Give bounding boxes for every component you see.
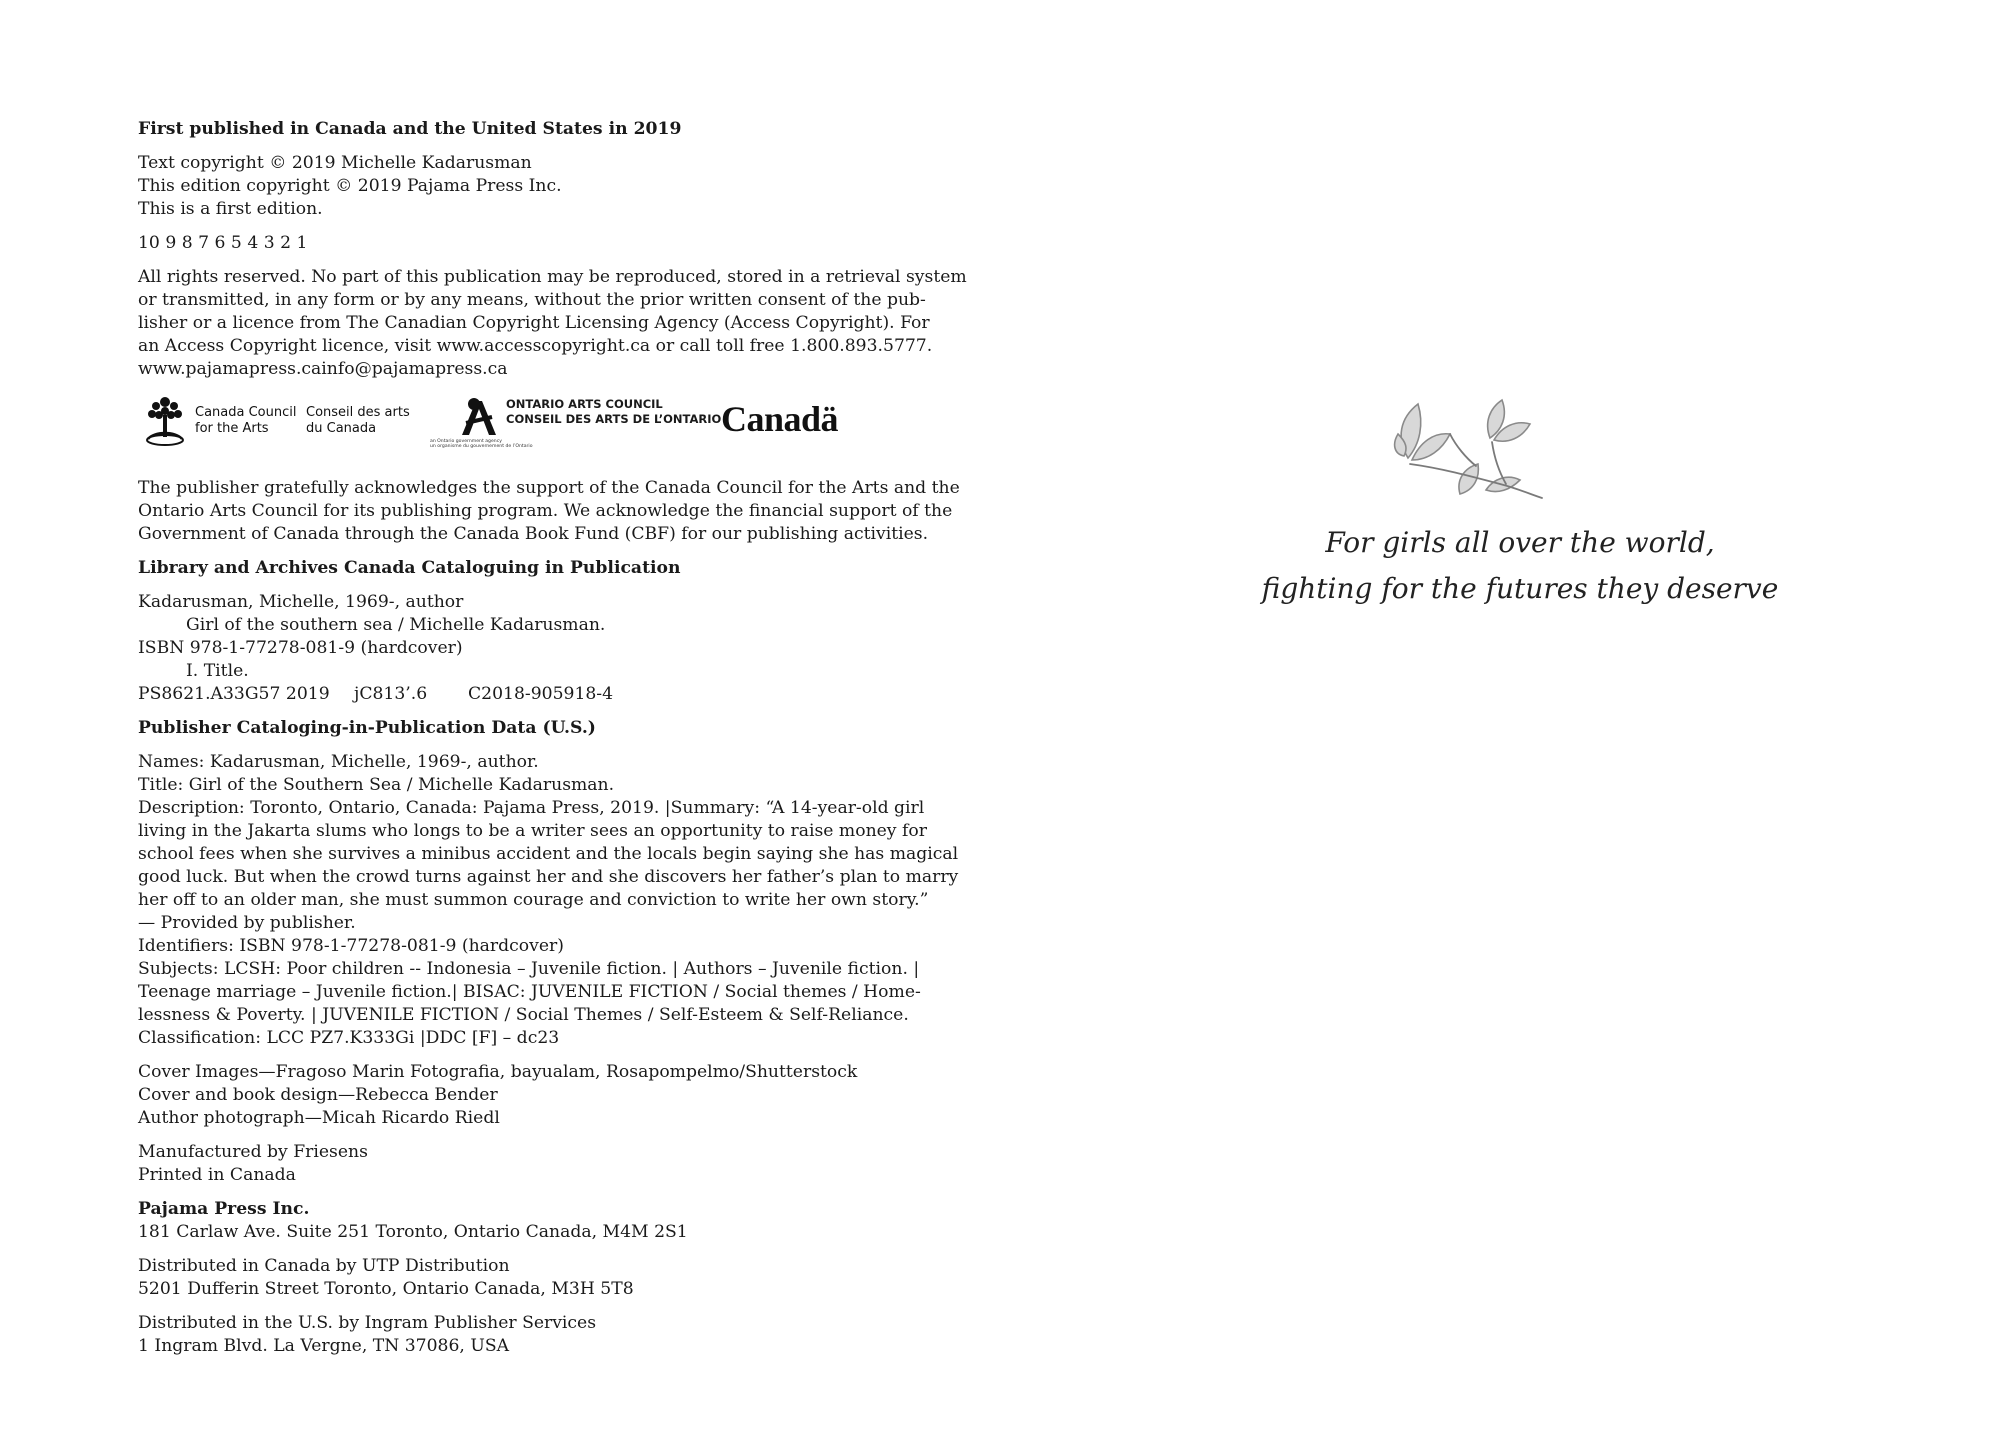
cca-french-name: Conseil des arts du Canada <box>306 405 410 436</box>
distribution-line: Distributed in the U.S. by Ingram Publisher Services <box>138 1313 597 1333</box>
pcip-line: Description: Toronto, Ontario, Canada: Pajama Press, 2019. |Summary: “A 14-year-old girl <box>138 798 925 818</box>
copyright-page <box>138 118 967 1369</box>
lac-class-dewey: jC813’.6 <box>354 684 428 704</box>
rights-line: All rights reserved. No part of this publication may be reproduced, stored in a retrieval system <box>138 267 967 287</box>
lac-class-lc: PS8621.A33G57 2019 <box>138 684 330 704</box>
credits-block <box>138 1061 868 1130</box>
canada-council-logo-icon <box>142 395 188 447</box>
pcip-line: Names: Kadarusman, Michelle, 1969-, author. <box>138 752 539 772</box>
copyright-line: This is a first edition. <box>138 199 323 219</box>
lac-author: Kadarusman, Michelle, 1969-, author <box>138 592 464 612</box>
first-published-line: First published in Canada and the United States in 2019 <box>138 119 682 139</box>
rights-line: www.pajamapress.cainfo@pajamapress.ca <box>138 359 508 379</box>
distribution-line: Distributed in Canada by UTP Distribution <box>138 1256 510 1276</box>
publisher-block <box>138 1198 868 1244</box>
credit-line: Cover and book design—Rebecca Bender <box>138 1085 498 1105</box>
copyright-line: Text copyright © 2019 Michelle Kadarusman <box>138 153 532 173</box>
pcip-line: Classification: LCC PZ7.K333Gi |DDC [F] – dc23 <box>138 1028 560 1048</box>
lac-heading: Library and Archives Canada Cataloguing in Publication <box>138 558 681 578</box>
oac-agency-note: an Ontario government agency un organisme du gouvernement de l’Ontario <box>430 439 533 450</box>
lac-block <box>138 591 868 706</box>
lac-class-control: C2018-905918-4 <box>468 684 614 704</box>
manufacturing-line: Printed in Canada <box>138 1165 296 1185</box>
copyright-block <box>138 152 868 221</box>
pcip-line: Title: Girl of the Southern Sea / Michelle Kadarusman. <box>138 775 615 795</box>
pcip-block <box>138 751 959 1050</box>
copyright-line: This edition copyright © 2019 Pajama Press Inc. <box>138 176 562 196</box>
distribution-line: 5201 Dufferin Street Toronto, Ontario Canada, M3H 5T8 <box>138 1279 634 1299</box>
distribution-us-block <box>138 1312 868 1358</box>
printing-line: 10 9 8 7 6 5 4 3 2 1 <box>138 233 308 253</box>
acknowledgement-block <box>138 477 960 546</box>
rights-line: lisher or a licence from The Canadian Copyright Licensing Agency (Access Copyright). For <box>138 313 930 333</box>
pcip-line: living in the Jakarta slums who longs to be a writer sees an opportunity to raise money for <box>138 821 927 841</box>
credit-line: Cover Images—Fragoso Marin Fotografia, bayualam, Rosapompelmo/Shutterstock <box>138 1062 858 1082</box>
pcip-heading: Publisher Cataloging-in-Publication Data (U.S.) <box>138 718 596 738</box>
ontario-arts-council-logo-icon <box>456 395 502 437</box>
lac-title: Girl of the southern sea / Michelle Kadarusman. <box>186 615 606 635</box>
pcip-line: — Provided by publisher. <box>138 913 356 933</box>
distribution-canada-block <box>138 1255 868 1301</box>
oac-name: ONTARIO ARTS COUNCIL CONSEIL DES ARTS DE L’ONTARIO <box>506 397 722 426</box>
publisher-address: 181 Carlaw Ave. Suite 251 Toronto, Ontario Canada, M4M 2S1 <box>138 1222 688 1242</box>
dedication-line: For girls all over the world, <box>1325 526 1715 559</box>
credit-line: Author photograph—Micah Ricardo Riedl <box>138 1108 500 1128</box>
lac-isbn: ISBN 978-1-77278-081-9 (hardcover) <box>138 638 463 658</box>
manufacturing-block <box>138 1141 868 1187</box>
lac-series: I. Title. <box>186 661 249 681</box>
publisher-name: Pajama Press Inc. <box>138 1199 310 1219</box>
rights-block <box>138 266 967 381</box>
pcip-line: school fees when she survives a minibus accident and the locals begin saying she has magical <box>138 844 959 864</box>
lac-classification <box>138 683 868 706</box>
pcip-line: Teenage marriage – Juvenile fiction.| BISAC: JUVENILE FICTION / Social themes / Home- <box>138 982 921 1002</box>
rights-line: or transmitted, in any form or by any means, without the prior written consent of the pub- <box>138 290 926 310</box>
pcip-line: her off to an older man, she must summon courage and conviction to write her own story.” <box>138 890 929 910</box>
cca-english-name: Canada Council for the Arts <box>195 405 297 436</box>
distribution-line: 1 Ingram Blvd. La Vergne, TN 37086, USA <box>138 1336 510 1356</box>
canada-wordmark: Canadä <box>721 399 839 439</box>
flower-ornament-icon <box>1390 398 1550 502</box>
dedication-line: fighting for the futures they deserve <box>1261 572 1779 605</box>
acknowledgement-line: The publisher gratefully acknowledges the support of the Canada Council for the Arts and the <box>138 478 960 498</box>
acknowledgement-line: Government of Canada through the Canada Book Fund (CBF) for our publishing activities. <box>138 524 929 544</box>
pcip-line: lessness & Poverty. | JUVENILE FICTION / Social Themes / Self-Esteem & Self-Reliance. <box>138 1005 909 1025</box>
acknowledgement-line: Ontario Arts Council for its publishing program. We acknowledge the financial support of the <box>138 501 953 521</box>
manufacturing-line: Manufactured by Friesens <box>138 1142 368 1162</box>
pcip-line: Identifiers: ISBN 978-1-77278-081-9 (hardcover) <box>138 936 564 956</box>
dedication-page <box>1240 520 1800 612</box>
pcip-line: good luck. But when the crowd turns against her and she discovers her father’s plan to marry <box>138 867 959 887</box>
pcip-line: Subjects: LCSH: Poor children -- Indonesia – Juvenile fiction. | Authors – Juvenile fiction. | <box>138 959 920 979</box>
rights-line: an Access Copyright licence, visit www.accesscopyright.ca or call toll free 1.800.893.5777. <box>138 336 933 356</box>
funder-logos <box>138 395 868 457</box>
